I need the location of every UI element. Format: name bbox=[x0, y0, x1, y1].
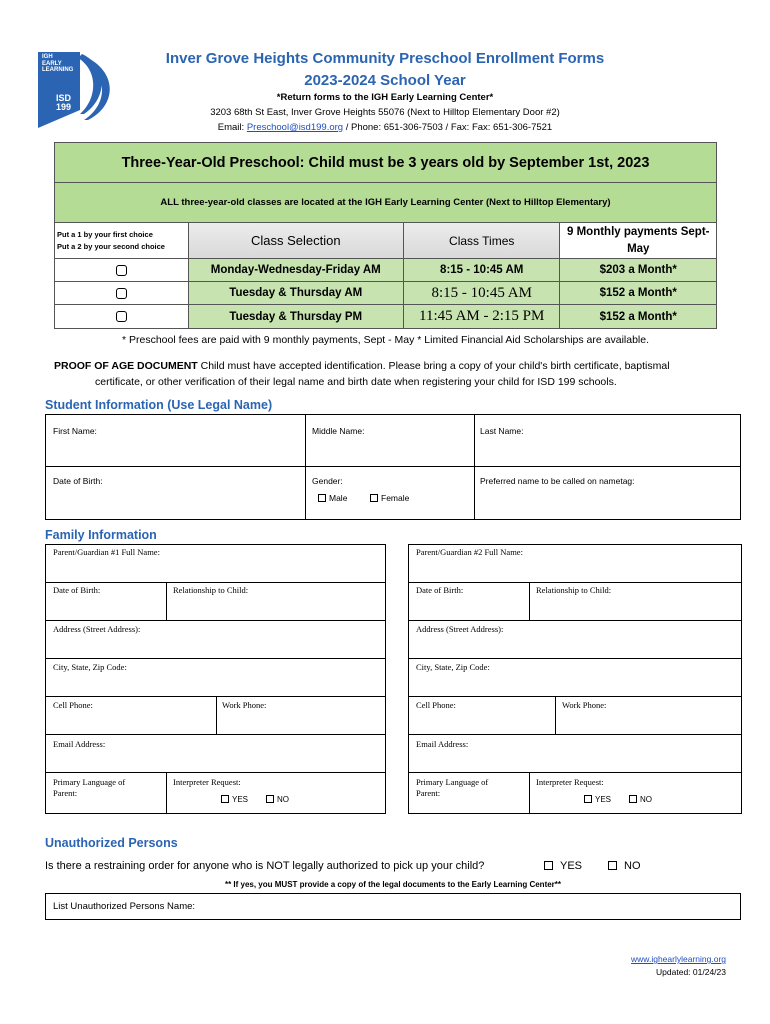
guardian1-work-field[interactable]: Work Phone: bbox=[222, 700, 267, 710]
guardian2-relationship-field[interactable]: Relationship to Child: bbox=[536, 585, 612, 595]
logo-text-early: EARLY bbox=[42, 60, 62, 67]
guardian1-email-label: Email Address: bbox=[53, 739, 106, 749]
class-option-row bbox=[55, 282, 716, 305]
checkbox-icon[interactable] bbox=[629, 795, 637, 803]
guardian2-interpreter-label: Interpreter Request: bbox=[536, 777, 604, 787]
guardian2-cell-field[interactable]: Cell Phone: bbox=[416, 700, 456, 710]
col-class-selection: Class Selection bbox=[189, 223, 404, 258]
guardian1-city-label: City, State, Zip Code: bbox=[53, 662, 127, 672]
logo-text-199: 199 bbox=[56, 102, 72, 112]
fees-note: * Preschool fees are paid with 9 monthly payments, Sept - May * Limited Financial Aid Scholarships are available. bbox=[121, 334, 649, 346]
guardian2-address-label: Address (Street Address): bbox=[416, 624, 504, 634]
female-checkbox-icon[interactable] bbox=[370, 494, 378, 502]
class-table-title: Three-Year-Old Preschool: Child must be 3 years old by September 1st, 2023 bbox=[55, 143, 716, 183]
guardian1-dob-field[interactable]: Date of Birth: bbox=[53, 585, 101, 595]
legal-documents-note: ** If yes, you MUST provide a copy of the legal documents to the Early Learning Center** bbox=[224, 880, 562, 889]
unauthorized-persons-label: List Unauthorized Persons Name: bbox=[53, 901, 196, 912]
guardian1-relationship-field[interactable]: Relationship to Child: bbox=[173, 585, 249, 595]
checkbox-icon[interactable] bbox=[544, 861, 553, 870]
return-note: *Return forms to the IGH Early Learning Center* bbox=[276, 92, 494, 103]
checkbox-icon[interactable] bbox=[584, 795, 592, 803]
checkbox-icon[interactable] bbox=[116, 265, 127, 276]
class-option-row bbox=[55, 259, 716, 282]
proof-text-1: Child must have accepted identification. Please bring a copy of your child's birth certificate, baptismal bbox=[197, 360, 670, 372]
no-label: NO bbox=[277, 795, 289, 804]
guardian2-dob-row bbox=[408, 582, 742, 621]
no-label: NO bbox=[640, 795, 652, 804]
guardian2-city-label: City, State, Zip Code: bbox=[416, 662, 490, 672]
class-option-row bbox=[55, 305, 716, 328]
choice-line-2: Put a 2 by your second choice bbox=[57, 241, 165, 251]
guardian1-address-label: Address (Street Address): bbox=[53, 624, 141, 634]
guardian2-name-label: Parent/Guardian #2 Full Name: bbox=[416, 547, 523, 557]
choice-line-1: Put a 1 by your first choice bbox=[57, 229, 153, 239]
proof-text-2: certificate, or other verification of their legal name and birth date when registering your child for ISD 199 schools. bbox=[95, 376, 617, 388]
guardian2-email-label: Email Address: bbox=[416, 739, 469, 749]
checkbox-icon[interactable] bbox=[116, 311, 127, 322]
language-label-2: Parent: bbox=[53, 788, 78, 798]
guardian1-interpreter-label: Interpreter Request: bbox=[173, 777, 241, 787]
checkbox-icon[interactable] bbox=[116, 288, 127, 299]
restraining-no-option[interactable] bbox=[608, 860, 641, 872]
guardian1-city-field[interactable] bbox=[45, 658, 386, 697]
class-selection: Tuesday & Thursday PM bbox=[189, 305, 404, 328]
form-title: Inver Grove Heights Community Preschool Enrollment Forms bbox=[165, 50, 605, 67]
class-choice-checkbox[interactable] bbox=[55, 282, 189, 304]
unauthorized-section-title: Unauthorized Persons bbox=[45, 836, 178, 850]
col-monthly-payments: 9 Monthly payments Sept-May bbox=[560, 223, 716, 258]
guardian1-email-field[interactable] bbox=[45, 734, 386, 773]
guardian1-address-field[interactable] bbox=[45, 620, 386, 659]
male-checkbox-icon[interactable] bbox=[318, 494, 326, 502]
middle-name-field[interactable]: Middle Name: bbox=[312, 426, 365, 436]
class-time: 8:15 - 10:45 AM bbox=[404, 282, 561, 304]
school-year: 2023-2024 School Year bbox=[304, 72, 466, 89]
proof-heading: PROOF OF AGE DOCUMENT bbox=[54, 360, 198, 372]
guardian2-city-field[interactable] bbox=[408, 658, 742, 697]
class-price: $152 a Month* bbox=[599, 287, 677, 299]
checkbox-icon[interactable] bbox=[221, 795, 229, 803]
guardian2-name-field[interactable] bbox=[408, 544, 742, 583]
guardian1-name-field[interactable] bbox=[45, 544, 386, 583]
guardian2-phone-row bbox=[408, 696, 742, 735]
guardian2-interpreter-yes[interactable] bbox=[584, 795, 611, 804]
guardian2-language-field[interactable] bbox=[416, 777, 488, 799]
checkbox-icon[interactable] bbox=[266, 795, 274, 803]
guardian2-email-field[interactable] bbox=[408, 734, 742, 773]
logo-text-learning: LEARNING bbox=[42, 67, 74, 73]
class-time: 11:45 AM - 2:15 PM bbox=[404, 305, 561, 328]
guardian1-dob-row bbox=[45, 582, 386, 621]
class-table-subtitle: ALL three-year-old classes are located at the IGH Early Learning Center (Next to Hilltop Elementary) bbox=[55, 183, 716, 223]
nametag-field[interactable]: Preferred name to be called on nametag: bbox=[480, 476, 635, 486]
guardian1-language-row bbox=[45, 772, 386, 814]
logo-text-isd: ISD bbox=[56, 93, 72, 103]
class-selection: Tuesday & Thursday AM bbox=[189, 282, 404, 304]
student-section-title: Student Information (Use Legal Name) bbox=[45, 398, 273, 412]
family-section-title: Family Information bbox=[45, 528, 157, 542]
guardian2-address-field[interactable] bbox=[408, 620, 742, 659]
guardian2-dob-field[interactable]: Date of Birth: bbox=[416, 585, 464, 595]
email-link[interactable]: Preschool@isd199.org bbox=[246, 122, 344, 133]
gender-female-option[interactable] bbox=[370, 493, 409, 503]
guardian1-interpreter-no[interactable] bbox=[266, 795, 289, 804]
phone-fax: / Phone: 651-306-7503 / Fax: Fax: 651-306-7521 bbox=[343, 122, 553, 133]
class-price: $203 a Month* bbox=[599, 264, 677, 276]
first-name-field[interactable]: First Name: bbox=[53, 426, 97, 436]
last-name-field[interactable]: Last Name: bbox=[480, 426, 524, 436]
checkbox-icon[interactable] bbox=[608, 861, 617, 870]
updated-date: Updated: 01/24/23 bbox=[656, 967, 726, 977]
guardian1-cell-field[interactable]: Cell Phone: bbox=[53, 700, 93, 710]
student-info-table bbox=[45, 414, 741, 520]
yes-label: YES bbox=[560, 860, 583, 872]
yes-label: YES bbox=[595, 795, 612, 804]
male-label: Male bbox=[329, 493, 348, 503]
guardian1-name-label: Parent/Guardian #1 Full Name: bbox=[53, 547, 160, 557]
choice-instructions bbox=[55, 223, 189, 258]
language-label-2: Parent: bbox=[416, 788, 441, 798]
restraining-yes-option[interactable] bbox=[544, 860, 582, 872]
class-choice-checkbox[interactable] bbox=[55, 259, 189, 281]
class-table-header bbox=[55, 223, 716, 259]
guardian1-language-field[interactable] bbox=[53, 777, 125, 799]
gender-label: Gender: bbox=[312, 476, 343, 486]
gender-male-option[interactable] bbox=[318, 493, 347, 503]
class-price: $152 a Month* bbox=[599, 310, 677, 323]
guardian1-phone-row bbox=[45, 696, 386, 735]
guardian1-interpreter-yes[interactable] bbox=[221, 795, 248, 804]
female-label: Female bbox=[381, 493, 410, 503]
address: 3203 68th St East, Inver Grove Heights 55076 (Next to Hilltop Elementary Door #2) bbox=[210, 107, 560, 118]
col-class-times: Class Times bbox=[404, 223, 561, 258]
website-link[interactable]: www.ighearlylearning.org bbox=[631, 954, 726, 964]
language-label-1: Primary Language of bbox=[53, 777, 126, 787]
yes-label: YES bbox=[232, 795, 249, 804]
student-dob-field[interactable]: Date of Birth: bbox=[53, 476, 103, 486]
restraining-order-question: Is there a restraining order for anyone who is NOT legally authorized to pick up your child? bbox=[45, 860, 485, 872]
contact-line bbox=[120, 122, 650, 133]
class-selection: Monday-Wednesday-Friday AM bbox=[189, 259, 404, 281]
guardian2-interpreter-no[interactable] bbox=[629, 795, 652, 804]
proof-of-age bbox=[54, 358, 717, 390]
guardian2-language-row bbox=[408, 772, 742, 814]
logo-text-igh: IGH bbox=[42, 54, 53, 60]
email-label: Email: bbox=[217, 122, 247, 133]
class-time: 8:15 - 10:45 AM bbox=[404, 259, 561, 281]
class-choice-checkbox[interactable] bbox=[55, 305, 189, 328]
guardian2-work-field[interactable]: Work Phone: bbox=[562, 700, 607, 710]
class-selection-table bbox=[54, 142, 717, 329]
language-label-1: Primary Language of bbox=[416, 777, 489, 787]
igh-logo bbox=[28, 48, 114, 128]
no-label: NO bbox=[624, 860, 641, 872]
